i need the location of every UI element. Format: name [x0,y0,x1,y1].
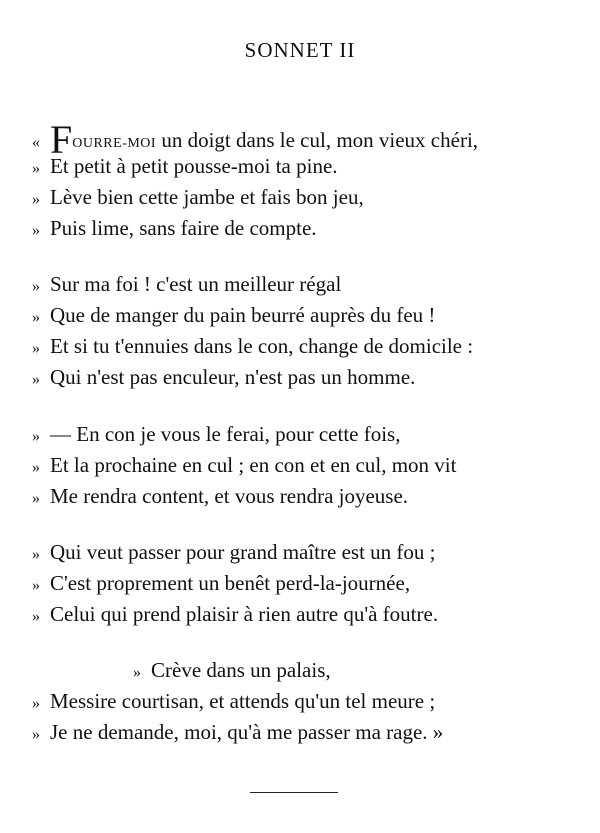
quote-mark: » [32,371,40,388]
small-caps-text: OURRE-MOI [72,136,157,151]
poem-line [32,218,317,239]
poem-line [32,336,473,357]
line-text: Que de manger du pain beurré auprès du feu ! [50,303,436,327]
line-text: Lève bien cette jambe et fais bon jeu, [50,185,364,209]
quote-mark: » [32,577,40,594]
quote-mark: » [32,546,40,563]
poem-line [32,455,456,476]
quote-mark: » [32,191,40,208]
line-text: Me rendra content, et vous rendra joyeuse. [50,484,409,508]
quote-mark: » [32,428,40,445]
quote-mark: « [32,134,40,151]
poem-line [32,424,400,445]
quote-mark: » [32,222,40,239]
quote-mark: » [32,278,40,295]
line-text: Qui n'est pas enculeur, n'est pas un homme. [50,365,416,389]
line-text: Messire courtisan, et attends qu'un tel meure ; [50,689,436,713]
line-text: — En con je vous le ferai, pour cette fois, [50,422,401,446]
quote-mark: » [32,160,40,177]
poem-line [32,722,443,743]
poem-line [32,573,410,594]
poem-line [32,305,435,326]
drop-cap: F [50,117,73,162]
quote-mark: » [32,695,40,712]
quote-mark: » [32,490,40,507]
poem-line [32,156,338,177]
quote-mark: » [133,664,141,681]
quote-mark: » [32,726,40,743]
poem-line [32,486,408,507]
line-text: un doigt dans le cul, mon vieux chéri, [156,128,479,152]
poem-title: SONNET II [244,38,356,62]
line-text: Crève dans un palais, [151,658,331,682]
poem-line [32,274,341,295]
quote-mark: » [32,309,40,326]
line-text: Je ne demande, moi, qu'à me passer ma rage. » [50,720,444,744]
line-text: Et si tu t'ennuies dans le con, change de domicile : [50,334,474,358]
quote-mark: » [32,340,40,357]
line-text: Qui veut passer pour grand maître est un fou ; [50,540,436,564]
line-text: Sur ma foi ! c'est un meilleur régal [50,272,342,296]
poem-line [32,367,415,388]
poem-line [32,187,364,208]
line-text: Et la prochaine en cul ; en con et en cul, mon vit [50,453,457,477]
poem-line [32,691,435,712]
closing-rule [250,792,338,793]
poem-line [32,604,438,625]
line-text: Puis lime, sans faire de compte. [50,216,317,240]
poem-line [32,542,436,563]
quote-mark: » [32,459,40,476]
line-text: C'est proprement un benêt perd-la-journée, [50,571,411,595]
quote-mark: » [32,608,40,625]
line-text: Et petit à petit pousse-moi ta pine. [50,154,338,178]
line-text: Celui qui prend plaisir à rien autre qu'à foutre. [50,602,439,626]
poem-line [133,660,331,681]
